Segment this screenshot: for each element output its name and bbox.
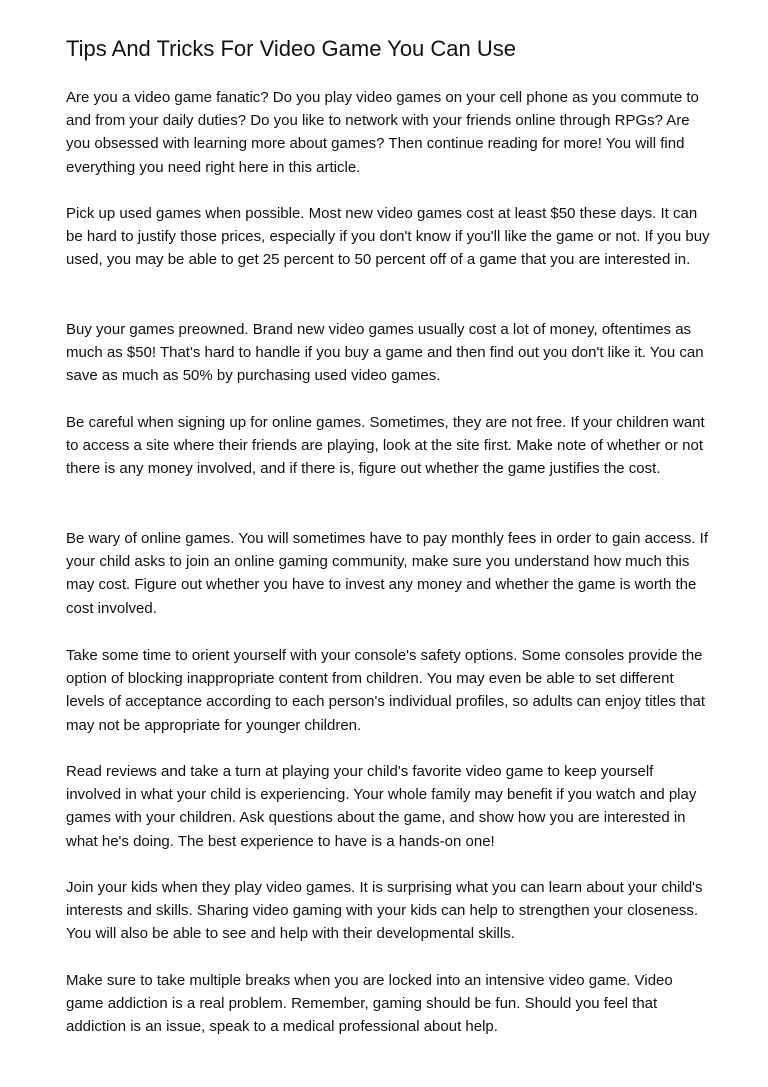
paragraph-take-breaks: Make sure to take multiple breaks when you are locked into an intensive video game. Video game addiction is a real problem. Remember, gaming should be fun. Should you feel that addiction is an issue, speak to a medical professional about help.: [66, 972, 673, 1036]
paragraph-preowned: Buy your games preowned. Brand new video games usually cost a lot of money, oftentimes as much as $50! That's hard to handle if you buy a game and then find out you don't like it. You can save as much as 50% by purchasing used video games.: [66, 321, 704, 385]
paragraph-used-games: Pick up used games when possible. Most new video games cost at least $50 these days. It can be hard to justify those prices, especially if you don't know if you'll like the game or not. If you buy used, you may be able to get 25 percent to 50 percent off of a game that you are interested in.: [66, 205, 710, 269]
document-title: Tips And Tricks For Video Game You Can Use: [66, 36, 517, 61]
paragraph-join-kids: Join your kids when they play video games. It is surprising what you can learn about your child's interests and skills. Sharing video gaming with your kids can help to strengthen your closeness. You will also be able to see and help with their developmental skills.: [66, 879, 703, 943]
paragraph-online-fees: Be wary of online games. You will sometimes have to pay monthly fees in order to gain access. If your child asks to join an online gaming community, make sure you understand how much this may cost. Figure out whether you have to invest any money and whether the game is worth the cost involved.: [66, 530, 708, 617]
paragraph-online-signup: Be careful when signing up for online games. Sometimes, they are not free. If your children want to access a site where their friends are playing, look at the site first. Make note of whether or not there is any money involved, and if there is, figure out whether the game justifies the cost.: [66, 414, 705, 478]
paragraph-intro: Are you a video game fanatic? Do you play video games on your cell phone as you commute to and from your daily duties? Do you like to network with your friends online through RPGs? Are you obsessed with learning more about games? Then continue reading for more! You will find everything you need right here in this article.: [66, 89, 699, 176]
paragraph-read-reviews: Read reviews and take a turn at playing your child's favorite video game to keep yourself involved in what your child is experiencing. Your whole family may benefit if you watch and play games with your children. Ask questions about the game, and show how you are interested in what he's doing. The best experience to have is a hands-on one!: [66, 763, 697, 850]
paragraph-safety-options: Take some time to orient yourself with your console's safety options. Some consoles provide the option of blocking inappropriate content from children. You may even be able to set different levels of acceptance according to each person's individual profiles, so adults can enjoy titles that may not be appropriate for younger children.: [66, 647, 706, 734]
